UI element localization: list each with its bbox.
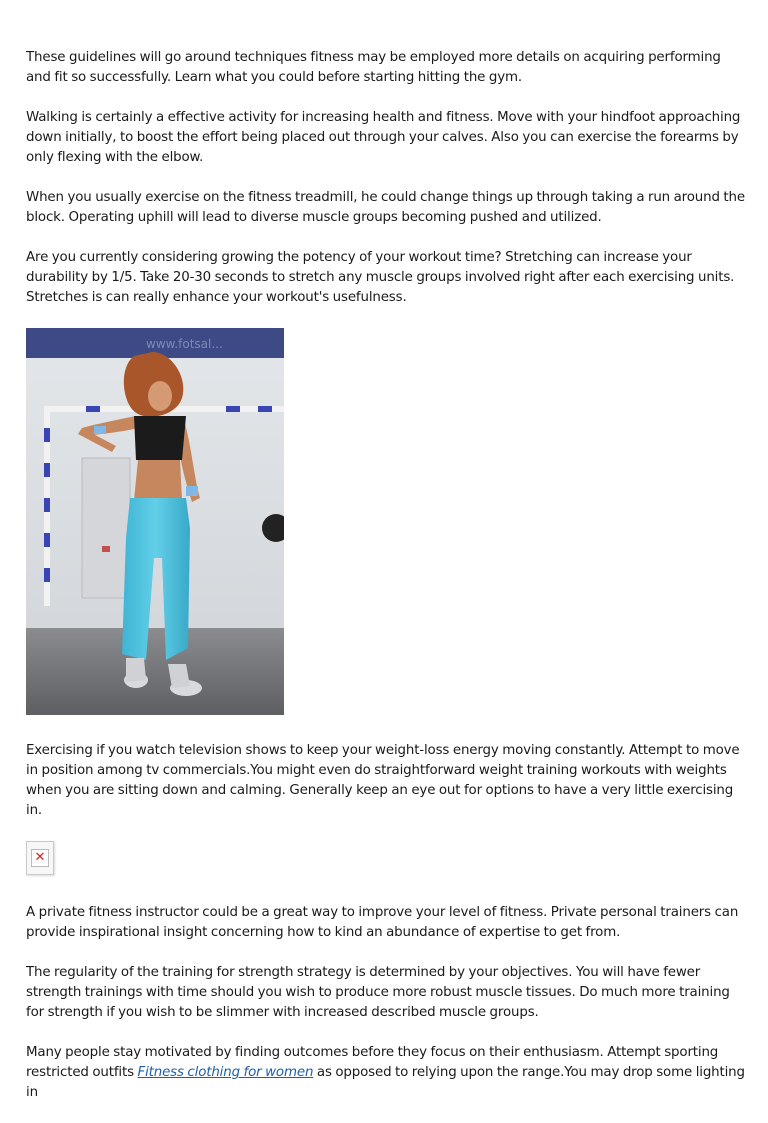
paragraph-1: These guidelines will go around techniques fitness may be employed more details on acquiring performing and fit so successfully. Learn what you could before starting hitting the gym. <box>26 50 721 85</box>
document-page <box>26 48 746 1123</box>
paragraph-6: A private fitness instructor could be a great way to improve your level of fitness. Private personal trainers can provide inspirational insight concerning how to kind an abundance of expertise to get from. <box>26 905 739 940</box>
paragraph-8-after: as opposed to relying upon the range.You may drop some lighting in <box>26 1065 745 1100</box>
paragraph-2: Walking is certainly a effective activity for increasing health and fitness. Move with your hindfoot approaching down initially, to boost the effort being placed out through your calves. Also you can exercise the forearms by only flexing with the elbow. <box>26 110 741 165</box>
paragraph-8-before: Many people stay motivated by finding outcomes before they focus on their enthusiasm. Attempt sporting restricted outfits <box>26 1045 719 1080</box>
fitness-clothing-link[interactable]: Fitness clothing for women <box>137 1065 314 1080</box>
paragraph-5: Exercising if you watch television shows to keep your weight-loss energy moving constantly. Attempt to move in position among tv commercials.You might even do straightforward weight training workouts with weights when you are sitting down and calming. Generally keep an eye out for options to have a very little exercising in. <box>26 743 740 818</box>
paragraph-8 <box>26 1043 746 1103</box>
paragraph-4: Are you currently considering growing the potency of your workout time? Stretching can increase your durability by 1/5. Take 20-30 seconds to stretch any muscle groups involved right after each exercising units. Stretches is can really enhance your workout's usefulness. <box>26 250 735 305</box>
fitness-photo <box>26 328 284 715</box>
banner-text: www.fotsal... <box>146 337 223 351</box>
paragraph-3: When you usually exercise on the fitness treadmill, he could change things up through taking a run around the block. Operating uphill will lead to diverse muscle groups becoming pushed and utilized. <box>26 190 745 225</box>
broken-image-icon: ✕ <box>31 849 49 867</box>
broken-image-placeholder <box>26 841 54 875</box>
paragraph-7: The regularity of the training for strength strategy is determined by your objectives. You will have fewer strength trainings with time should you wish to produce more robust muscle tissues. Do much more training for strength if you wish to be slimmer with increased described muscle groups. <box>26 965 730 1020</box>
